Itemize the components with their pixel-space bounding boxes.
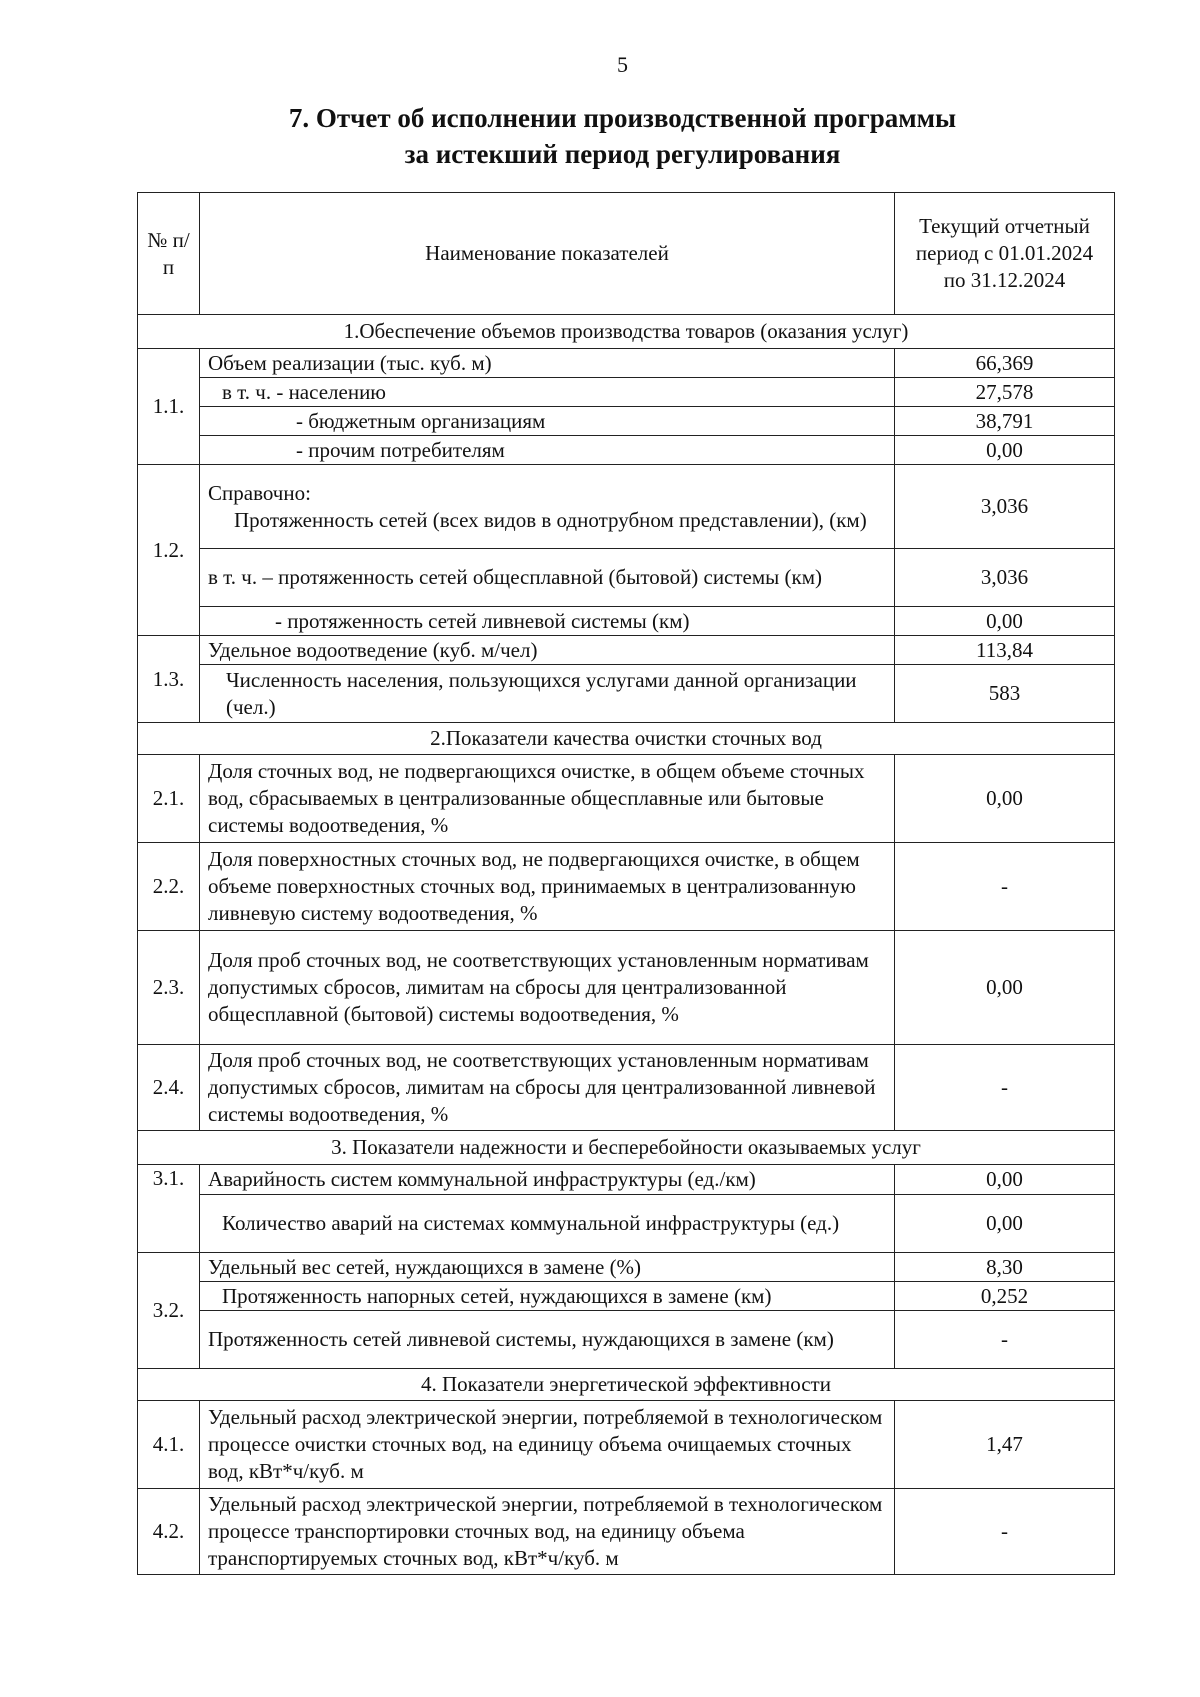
table-row bbox=[138, 636, 1115, 665]
table-row bbox=[138, 1311, 1115, 1369]
document-title bbox=[0, 100, 1200, 172]
row-number: 2.2. bbox=[138, 843, 200, 931]
table-row bbox=[138, 1045, 1115, 1131]
section-row bbox=[138, 315, 1115, 349]
table-row bbox=[138, 349, 1115, 378]
row-number: 1.1. bbox=[138, 349, 200, 465]
section-row bbox=[138, 723, 1115, 755]
indicator-value: 38,791 bbox=[895, 407, 1115, 436]
row-number: 4.1. bbox=[138, 1401, 200, 1489]
table-row bbox=[138, 931, 1115, 1045]
section-title-2: 2.Показатели качества очистки сточных вод bbox=[138, 723, 1115, 755]
header-name: Наименование показателей bbox=[200, 193, 895, 315]
indicator-value: 66,369 bbox=[895, 349, 1115, 378]
row-number: 3.2. bbox=[138, 1253, 200, 1369]
indicator-value: 0,00 bbox=[895, 436, 1115, 465]
indicator-name: Аварийность систем коммунальной инфраструктуры (ед./км) bbox=[200, 1165, 895, 1195]
row-number: 4.2. bbox=[138, 1489, 200, 1575]
row-number: 2.4. bbox=[138, 1045, 200, 1131]
indicator-name: Удельное водоотведение (куб. м/чел) bbox=[200, 636, 895, 665]
indicator-name: Протяженность напорных сетей, нуждающихся в замене (км) bbox=[200, 1282, 895, 1311]
indicator-value: 3,036 bbox=[895, 465, 1115, 549]
section-row bbox=[138, 1131, 1115, 1165]
indicator-name: в т. ч. – протяженность сетей общесплавной (бытовой) системы (км) bbox=[200, 549, 895, 607]
indicator-value: 0,00 bbox=[895, 755, 1115, 843]
report-table bbox=[137, 192, 1115, 1575]
section-row bbox=[138, 1369, 1115, 1401]
indicator-value: 583 bbox=[895, 665, 1115, 723]
indicator-name: Численность населения, пользующихся услугами данной организации (чел.) bbox=[200, 665, 895, 723]
indicator-name: Объем реализации (тыс. куб. м) bbox=[200, 349, 895, 378]
title-line-1: 7. Отчет об исполнении производственной программы bbox=[288, 103, 957, 133]
indicator-name: Доля проб сточных вод, не соответствующих установленным нормативам допустимых сбросов, лимитам на сбросы для централизованной ливневой системы водоотведения, % bbox=[200, 1045, 895, 1131]
table-row bbox=[138, 665, 1115, 723]
section-title-1: 1.Обеспечение объемов производства товаров (оказания услуг) bbox=[138, 315, 1115, 349]
indicator-name: - прочим потребителям bbox=[200, 436, 895, 465]
indicator-name: Доля поверхностных сточных вод, не подвергающихся очистке, в общем объеме поверхностных сточных вод, принимаемых в централизованную ливневую систему водоотведения, % bbox=[200, 843, 895, 931]
table-row bbox=[138, 843, 1115, 931]
indicator-name-line: Справочно: bbox=[208, 480, 311, 505]
header-row bbox=[138, 193, 1115, 315]
indicator-name bbox=[200, 465, 895, 549]
indicator-value: 0,00 bbox=[895, 1195, 1115, 1253]
table-row bbox=[138, 1195, 1115, 1253]
table-row bbox=[138, 378, 1115, 407]
table-row bbox=[138, 1282, 1115, 1311]
table-row bbox=[138, 549, 1115, 607]
header-period: Текущий отчетный период с 01.01.2024 по 31.12.2024 bbox=[895, 193, 1115, 315]
indicator-value: 0,252 bbox=[895, 1282, 1115, 1311]
table-row bbox=[138, 436, 1115, 465]
indicator-value: - bbox=[895, 1311, 1115, 1369]
indicator-name: Удельный расход электрической энергии, потребляемой в технологическом процессе очистки сточных вод, на единицу объема очищаемых сточных вод, кВт*ч/куб. м bbox=[200, 1401, 895, 1489]
table-row bbox=[138, 607, 1115, 636]
table-row bbox=[138, 407, 1115, 436]
indicator-name-line: Протяженность сетей (всех видов в однотрубном представлении), (км) bbox=[234, 507, 867, 532]
indicator-value: 0,00 bbox=[895, 931, 1115, 1045]
indicator-name: Протяженность сетей ливневой системы, нуждающихся в замене (км) bbox=[200, 1311, 895, 1369]
indicator-name: Доля сточных вод, не подвергающихся очистке, в общем объеме сточных вод, сбрасываемых в централизованные общесплавные или бытовые системы водоотведения, % bbox=[200, 755, 895, 843]
indicator-value: 3,036 bbox=[895, 549, 1115, 607]
indicator-value: 8,30 bbox=[895, 1253, 1115, 1282]
indicator-value: 0,00 bbox=[895, 607, 1115, 636]
table-row bbox=[138, 1401, 1115, 1489]
indicator-value: 0,00 bbox=[895, 1165, 1115, 1195]
section-title-4: 4. Показатели энергетической эффективности bbox=[138, 1369, 1115, 1401]
indicator-value: 1,47 bbox=[895, 1401, 1115, 1489]
table-row bbox=[138, 465, 1115, 549]
row-number: 1.2. bbox=[138, 465, 200, 636]
indicator-name: Количество аварий на системах коммунальной инфраструктуры (ед.) bbox=[200, 1195, 895, 1253]
indicator-value: 113,84 bbox=[895, 636, 1115, 665]
row-number: 2.3. bbox=[138, 931, 200, 1045]
indicator-value: - bbox=[895, 1489, 1115, 1575]
row-number: 3.1. bbox=[138, 1165, 200, 1253]
section-title-3: 3. Показатели надежности и бесперебойности оказываемых услуг bbox=[138, 1131, 1115, 1165]
indicator-value: 27,578 bbox=[895, 378, 1115, 407]
indicator-value: - bbox=[895, 1045, 1115, 1131]
indicator-name: Удельный расход электрической энергии, потребляемой в технологическом процессе транспортировки сточных вод, на единицу объема транспортируемых сточных вод, кВт*ч/куб. м bbox=[200, 1489, 895, 1575]
table-row bbox=[138, 1165, 1115, 1195]
indicator-value: - bbox=[895, 843, 1115, 931]
indicator-name: - бюджетным организациям bbox=[200, 407, 895, 436]
title-line-2: за истекший период регулирования bbox=[404, 139, 841, 169]
indicator-name: - протяженность сетей ливневой системы (км) bbox=[200, 607, 895, 636]
table-row bbox=[138, 1253, 1115, 1282]
indicator-name: в т. ч. - населению bbox=[200, 378, 895, 407]
table-row bbox=[138, 755, 1115, 843]
row-number: 2.1. bbox=[138, 755, 200, 843]
indicator-name: Удельный вес сетей, нуждающихся в замене (%) bbox=[200, 1253, 895, 1282]
header-num: № п/п bbox=[138, 193, 200, 315]
indicator-name: Доля проб сточных вод, не соответствующих установленным нормативам допустимых сбросов, лимитам на сбросы для централизованной общесплавной (бытовой) системы водоотведения, % bbox=[200, 931, 895, 1045]
row-number: 1.3. bbox=[138, 636, 200, 723]
page-number: 5 bbox=[617, 52, 628, 77]
table-row bbox=[138, 1489, 1115, 1575]
